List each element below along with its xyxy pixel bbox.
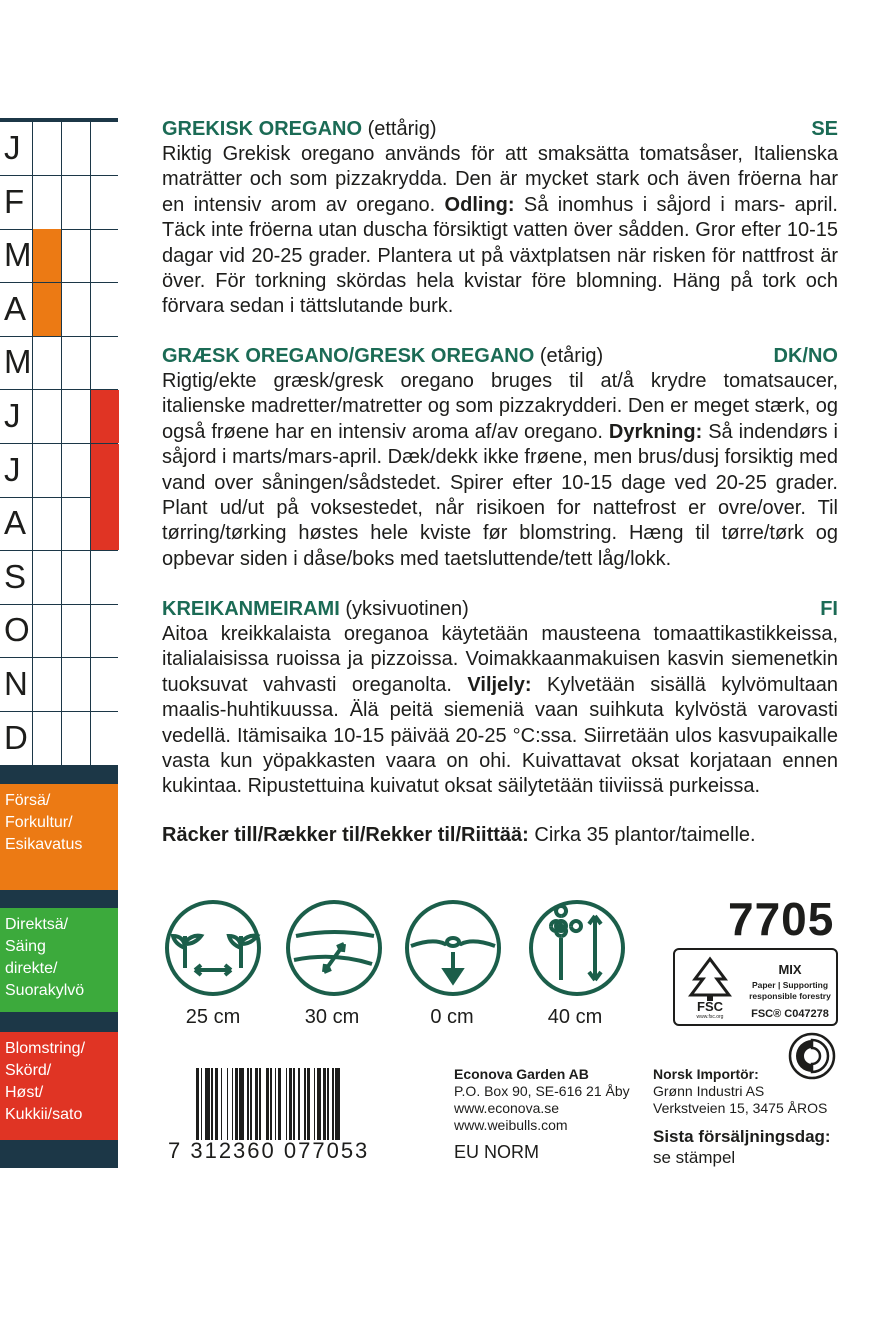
- calendar-cell: [32, 444, 61, 497]
- month-label: O: [4, 611, 30, 649]
- plant-height-label: 40 cm: [547, 1006, 603, 1028]
- section-se: [162, 116, 838, 320]
- calendar-cell: [32, 176, 61, 229]
- calendar-cell: [90, 604, 119, 657]
- language-code: SE: [811, 118, 838, 140]
- calendar-cell: [90, 551, 119, 604]
- company-web: www.weibulls.com: [454, 1117, 568, 1133]
- section-heading: [162, 116, 838, 142]
- calendar-cell: [90, 336, 119, 389]
- legend-blomstring-line: Blomstring/: [5, 1040, 86, 1057]
- legend-forsa-line: Forkultur/: [5, 814, 73, 831]
- company-web: www.econova.se: [454, 1100, 560, 1116]
- calendar-cell: [61, 229, 90, 282]
- yield-label: Räcker till/Rækker til/Rekker til/Riittää:: [162, 824, 529, 846]
- month-label: A: [4, 289, 27, 327]
- section-dk-no: [162, 343, 838, 572]
- eu-norm: EU NORM: [454, 1142, 539, 1162]
- calendar-cell: [61, 444, 90, 497]
- calendar-cell: [61, 551, 90, 604]
- fsc-mark-text: FSC: [697, 999, 723, 1014]
- calendar-month-row: [0, 283, 118, 337]
- section-fi: [162, 596, 838, 800]
- calendar-month-row: [0, 712, 118, 766]
- legend-blomstring-line: Skörd/: [5, 1062, 52, 1079]
- calendar-cell: [90, 712, 119, 765]
- text-part: Så indendørs i såjord i marts/mars-april. Dæk/dekk ikke frøene, men brus/dusj forsiktig med vand over såningen/sådstedet. Spirer efter 10-15 dage ved 20-25 grader. Plant ud/ut på voksestedet, når risikoen for nattefrost er ovre/over. Til tørring/tørking høstes hele kviste før blomstring. Hæng til tørre/tørk og opbevar siden i dåse/boks med taetsluttende/tett låg/lokk.: [162, 420, 839, 570]
- language-code: FI: [820, 598, 838, 620]
- legend-direktsa-line: Suorakylvö: [5, 982, 85, 999]
- calendar-cell: [90, 444, 119, 497]
- month-label: N: [4, 665, 28, 702]
- calendar-month-row: [0, 604, 118, 658]
- legend-direktsa-line: Direktsä/: [5, 916, 69, 933]
- month-label: M: [4, 236, 32, 274]
- calendar-month-row: [0, 551, 118, 605]
- company-info: [454, 1066, 630, 1134]
- calendar-month-row: [0, 229, 118, 283]
- yield-value: Cirka 35 plantor/taimelle.: [528, 824, 756, 846]
- sowing-depth-icon: [403, 898, 503, 998]
- calendar-cell: [61, 336, 90, 389]
- language-code: DK/NO: [773, 345, 838, 367]
- month-label: A: [4, 504, 27, 542]
- text-part: Riktig Grekisk oregano används för att smaksätta tomatsåser, Italienska maträtter och som pizzakrydda. Den är mycket stark och även fröerna har en intensiv arom av oregano.: [162, 143, 838, 216]
- calendar-cell: [90, 122, 119, 175]
- calendar-month-row: [0, 336, 118, 390]
- fsc-code: FSC® C047278: [751, 1008, 829, 1020]
- fsc-label: [673, 948, 838, 1026]
- calendar-cell: [90, 283, 119, 336]
- section-heading: [162, 343, 838, 369]
- sell-by-info: [653, 1126, 831, 1168]
- calendar-cell: [32, 229, 61, 282]
- month-label: J: [4, 397, 21, 434]
- plant-height-icon: [527, 898, 627, 998]
- row-spacing-icon: [284, 898, 384, 998]
- calendar-cell: [61, 122, 90, 175]
- text-part: Rigtig/ekte græsk/gresk oregano bruges til at/å krydre tomatsaucer, italienske madretter/matretter og som pizzakrydderi. Den er meget stærk, og også frøene har en intensiv aroma af/av oregano.: [162, 370, 838, 443]
- plant-spacing-icon: [163, 898, 263, 998]
- calendar-cell: [32, 658, 61, 711]
- calendar-cell: [61, 712, 90, 765]
- calendar-cell: [32, 604, 61, 657]
- section-subtitle: (etårig): [539, 345, 604, 367]
- section-title: GRÆSK OREGANO/GRESK OREGANO: [162, 345, 535, 367]
- text-bold-label: Odling:: [444, 193, 515, 216]
- calendar-month-row: [0, 390, 118, 444]
- month-label: J: [4, 129, 21, 166]
- text-part: Kylvetään sisällä kylvömultaan maalis-huhtikuussa. Älä peitä siemeniä vaan suihkuta kylvöstä varovasti vedellä. Itämisaika 10-15 päivää 20-25 °C:ssa. Siirretään ulos kasvupaikalle vasta kun yöpakkasten vaara on ohi. Kuivattavat oksat korjataan ennen kukintaa. Ripustettuina kuivatut oksat säilytetään tiiviissä purkeissa.: [162, 673, 838, 798]
- section-text: [162, 369, 838, 572]
- month-label: D: [4, 718, 28, 756]
- legend-blomstring: [0, 1032, 118, 1140]
- green-dot-recycling-icon: [788, 1032, 836, 1080]
- calendar-month-row: [0, 176, 118, 230]
- fsc-site-text: www.fsc.org: [696, 1014, 724, 1019]
- fsc-description: Paper | Supporting responsible forestry: [749, 980, 831, 1001]
- calendar-cell: [32, 551, 61, 604]
- calendar-cell: [32, 497, 61, 550]
- company-name: Econova Garden AB: [454, 1066, 589, 1082]
- calendar-month-row: [0, 122, 118, 176]
- section-text: [162, 142, 838, 320]
- importer-address: Verkstveien 15, 3475 ÅROS: [653, 1100, 828, 1116]
- section-text: [162, 622, 838, 800]
- section-subtitle: (ettårig): [367, 118, 437, 140]
- barcode-bar: [340, 1068, 343, 1140]
- calendar-cell: [61, 176, 90, 229]
- calendar-cell: [90, 658, 119, 711]
- importer-name: Grønn Industri AS: [653, 1083, 765, 1099]
- yield-info: [162, 822, 842, 848]
- section-subtitle: (yksivuotinen): [345, 598, 469, 620]
- month-label: S: [4, 557, 27, 595]
- calendar-grid: [0, 122, 118, 766]
- calendar-cell: [32, 122, 61, 175]
- legend-direktsa-line: direkte/: [5, 960, 58, 977]
- company-address: P.O. Box 90, SE-616 21 Åby: [454, 1083, 630, 1099]
- article-number: 7705: [728, 893, 835, 945]
- sell-by-value: se stämpel: [653, 1148, 736, 1167]
- legend-forsa-line: Försä/: [5, 792, 51, 809]
- sowing-calendar: [0, 118, 118, 1168]
- calendar-cell: [90, 497, 119, 550]
- plant-spacing-label: 25 cm: [185, 1006, 241, 1028]
- section-title: KREIKANMEIRAMI: [162, 598, 340, 620]
- legend-forsa: [0, 784, 118, 890]
- importer-label: Norsk Importör:: [653, 1066, 759, 1082]
- calendar-cell: [61, 390, 90, 443]
- month-label: F: [4, 182, 25, 220]
- text-bold-label: Viljely:: [467, 673, 532, 696]
- legend-blomstring-line: Kukkii/sato: [5, 1106, 83, 1123]
- legend-forsa-line: Esikavatus: [5, 836, 83, 853]
- sell-by-label: Sista försäljningsdag:: [653, 1127, 831, 1146]
- calendar-month-row: [0, 497, 118, 551]
- text-bold-label: Dyrkning:: [608, 420, 703, 443]
- calendar-cell: [32, 336, 61, 389]
- calendar-cell: [90, 176, 119, 229]
- calendar-month-row: [0, 444, 118, 498]
- calendar-cell: [90, 229, 119, 282]
- barcode: [168, 1068, 418, 1164]
- legend-direktsa-line: Säing: [5, 938, 46, 955]
- calendar-cell: [32, 283, 61, 336]
- sowing-depth-label: 0 cm: [430, 1006, 474, 1028]
- calendar-cell: [61, 283, 90, 336]
- section-title: GREKISK OREGANO: [162, 118, 363, 140]
- month-label: J: [4, 450, 21, 488]
- barcode-bars: [196, 1068, 418, 1140]
- legend-direktsa: [0, 908, 118, 1012]
- calendar-cell: [32, 712, 61, 765]
- row-spacing-label: 30 cm: [304, 1006, 360, 1028]
- fsc-mix: MIX: [778, 962, 802, 977]
- calendar-cell: [61, 604, 90, 657]
- calendar-cell: [61, 497, 90, 550]
- legend-blomstring-line: Høst/: [5, 1084, 44, 1101]
- calendar-cell: [90, 390, 119, 443]
- fsc-tree-icon: [681, 955, 739, 1019]
- calendar-cell: [61, 658, 90, 711]
- text-part: Så inomhus i såjord i mars- april. Täck inte fröerna utan duscha försiktigt vatten över sådden. Gror efter 10-15 dagar vid 20-25 grader. Plantera ut på växtplatsen när risken för nattfrost är över. För torkning skördas hela kvistar före blomning. Häng på tork och förvara sedan i tättslutande burk.: [162, 193, 838, 318]
- month-label: M: [4, 343, 32, 381]
- calendar-cell: [32, 390, 61, 443]
- text-part: Aitoa kreikkalaista oreganoa käytetään mausteena tomaattikastikkeissa, italialaisissa ruoissa ja pizzoissa. Voimakkaanmakuisen kasvin siemenetkin tuoksuvat vahvasti oreganolta.: [162, 623, 838, 696]
- calendar-month-row: [0, 658, 118, 712]
- section-heading: [162, 596, 838, 622]
- barcode-digits: 7 312360 077053: [168, 1138, 370, 1163]
